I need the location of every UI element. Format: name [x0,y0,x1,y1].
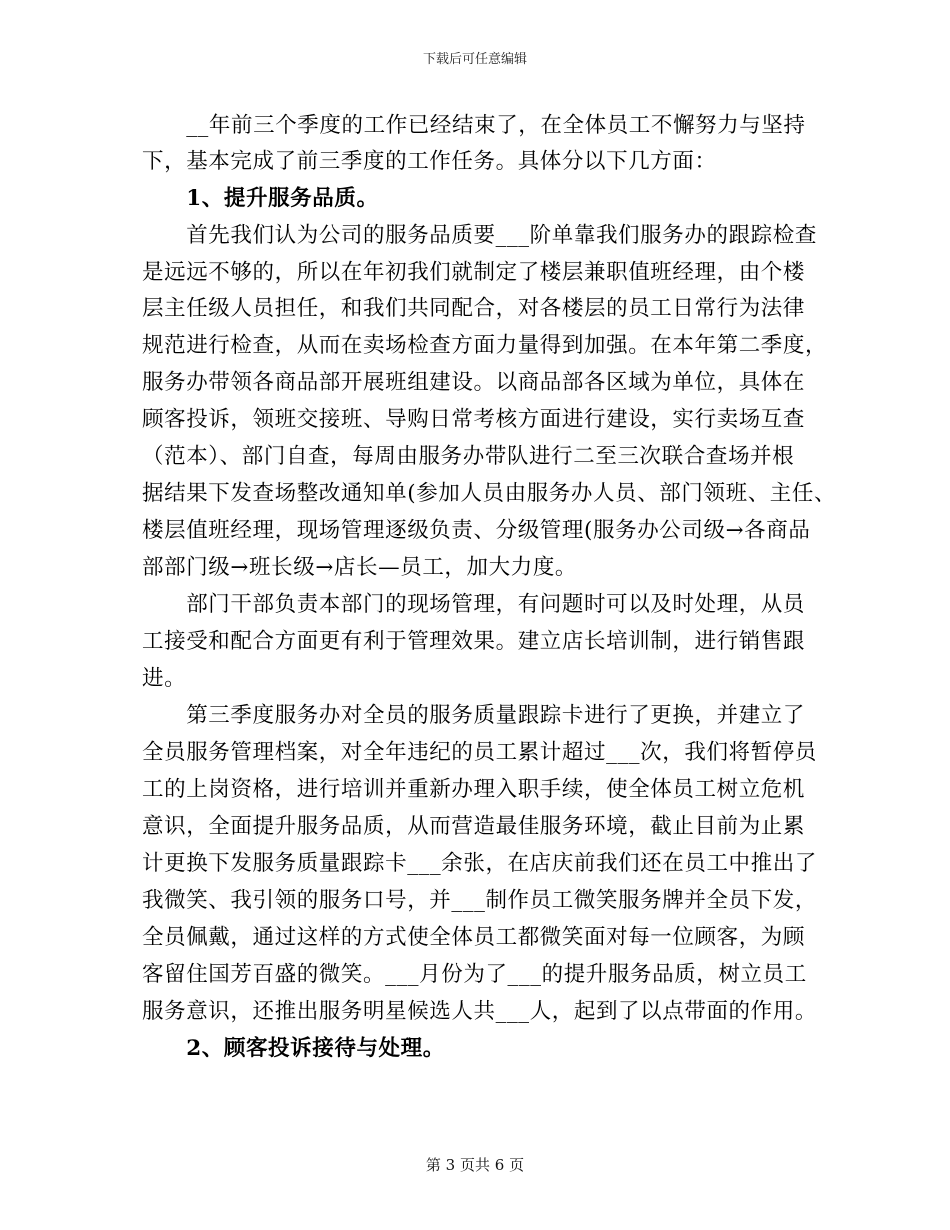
paragraph-line: 规范进行检查，从而在卖场检查方面力量得到加强。在本年第二季度， [142,333,828,358]
paragraph-line: 工的上岗资格，进行培训并重新办理入职手续，使全体员工树立危机 [142,777,806,802]
paragraph-line: 全员服务管理档案，对全年违纪的员工累计超过___次，我们将暂停员 [142,740,817,765]
paragraph-line: 下，基本完成了前三季度的工作任务。具体分以下几方面： [142,149,717,174]
paragraph-line: 全员佩戴，通过这样的方式使全体员工都微笑面对每一位顾客，为顾 [142,925,806,950]
paragraph-line: 是远远不够的，所以在年初我们就制定了楼层兼职值班经理，由个楼 [142,260,806,285]
paragraph-line: 服务意识，还推出服务明星候选人共___人，起到了以点带面的作用。 [142,999,817,1024]
paragraph-line: 我微笑、我引领的服务口号，并___制作员工微笑服务牌并全员下发， [142,888,817,913]
paragraph-line: 客留住国芳百盛的微笑。___月份为了___的提升服务品质，树立员工 [142,962,807,987]
paragraph-line: 据结果下发查场整改通知单(参加人员由服务办人员、部门领班、主任、 [142,481,837,506]
paragraph-line: 服务办带领各商品部开展班组建设。以商品部各区域为单位，具体在 [142,370,806,395]
paragraph-line: 部部门级→班长级→店长—员工，加大力度。 [142,555,578,580]
paragraph-line: 工接受和配合方面更有利于管理效果。建立店长培训制，进行销售跟 [142,629,806,654]
page-header-note: 下载后可任意编辑 [422,52,527,67]
paragraph-line: 顾客投诉，领班交接班、导购日常考核方面进行建设，实行卖场互查 [142,407,806,432]
paragraph-line: 第三季度服务办对全员的服务质量跟踪卡进行了更换，并建立了 [142,703,806,728]
paragraph-line: （范本）、部门自查，每周由服务办带队进行二至三次联合查场并根 [142,444,795,469]
paragraph-line: 计更换下发服务质量跟踪卡___余张，在店庆前我们还在员工中推出了 [142,851,817,876]
paragraph-line: __年前三个季度的工作已经结束了，在全体员工不懈努力与坚持 [142,113,806,138]
paragraph-line: 进。 [142,666,187,691]
paragraph-line: 楼层值班经理，现场管理逐级负责、分级管理(服务办公司级→各商品 [142,518,811,543]
paragraph-line: 层主任级人员担任，和我们共同配合，对各楼层的员工日常行为法律 [142,296,806,321]
page-number: 第 3 页共 6 页 [425,1156,525,1174]
paragraph-line: 首先我们认为公司的服务品质要___阶单靠我们服务办的跟踪检查 [142,223,817,248]
paragraph-line: 意识，全面提升服务品质，从而营造最佳服务环境，截止目前为止累 [142,814,806,839]
section-heading: 2、顾客投诉接待与处理。 [142,1036,445,1061]
paragraph-line: 部门干部负责本部门的现场管理，有问题时可以及时处理，从员 [142,592,806,617]
section-heading: 1、提升服务品质。 [142,186,379,211]
